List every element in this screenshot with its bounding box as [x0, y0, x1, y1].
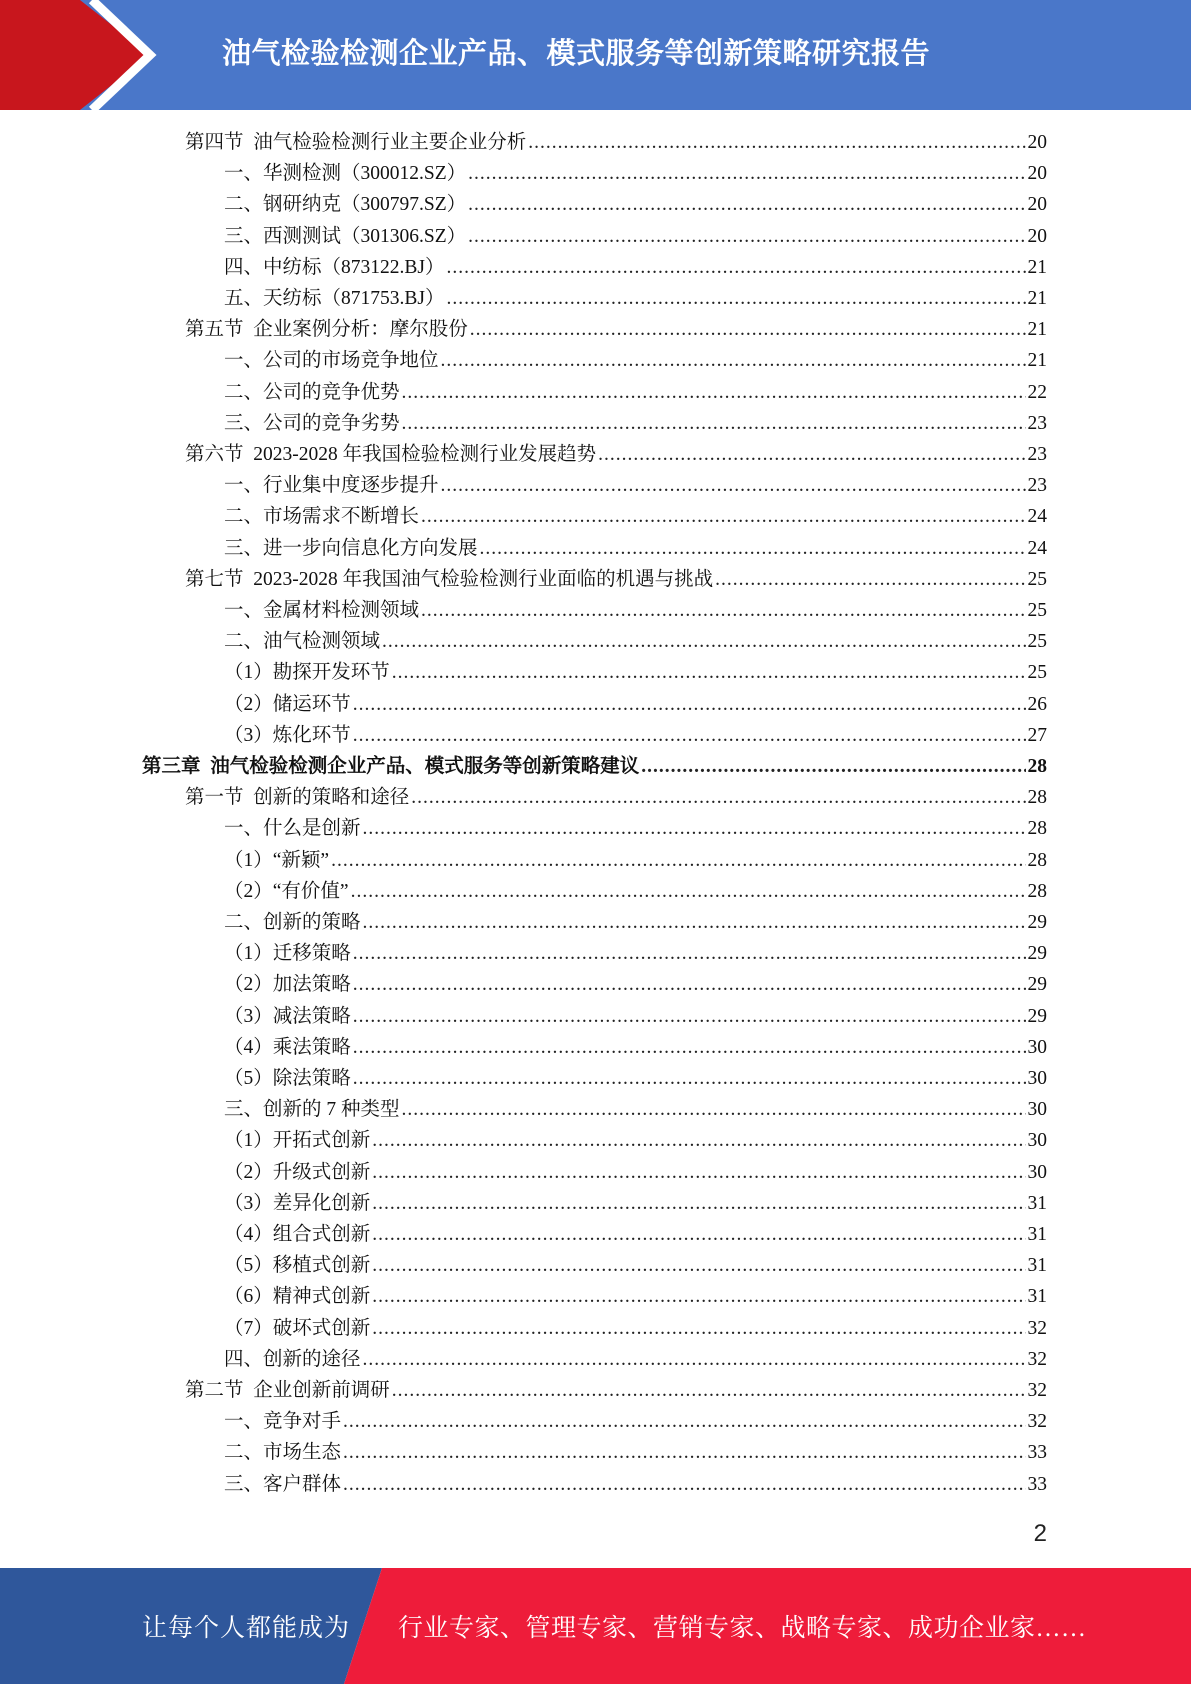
toc-entry-label: 一、竞争对手: [224, 1411, 342, 1433]
toc-entry[interactable]: [224, 689, 1047, 720]
toc-entry-page: 20: [1027, 163, 1047, 185]
toc-entry-page: 32: [1027, 1348, 1047, 1370]
toc-entry-label: （1）“新颖”: [224, 849, 330, 871]
toc-leader-dots: [468, 221, 1025, 252]
toc-leader-dots: [528, 127, 1025, 158]
toc-entry-label: （3）差异化创新: [224, 1192, 371, 1214]
toc-entry-page: 30: [1027, 1161, 1047, 1183]
toc-entry-label: 三、创新的 7 种类型: [224, 1099, 400, 1121]
toc-entry-page: 28: [1027, 849, 1047, 871]
toc-entry-page: 21: [1027, 319, 1047, 341]
toc-entry[interactable]: [224, 1157, 1047, 1188]
toc-entry-page: 28: [1027, 880, 1047, 902]
toc-entry[interactable]: [224, 1063, 1047, 1094]
toc-entry-label: 第四节 油气检验检测行业主要企业分析: [185, 132, 527, 153]
toc-entry[interactable]: [224, 283, 1047, 314]
toc-leader-dots: [353, 720, 1026, 751]
toc-entry-label: （1）勘探开发环节: [224, 662, 390, 684]
toc-leader-dots: [480, 533, 1026, 564]
toc-leader-dots: [351, 876, 1026, 907]
toc-entry-page: 31: [1027, 1224, 1047, 1245]
toc-leader-dots: [641, 751, 1025, 782]
toc-entry-page: 23: [1027, 444, 1047, 465]
toc-entry-label: 二、油气检测领域: [224, 631, 381, 653]
toc-entry[interactable]: [224, 813, 1047, 844]
toc-leader-dots: [343, 1469, 1025, 1500]
report-title: 油气检验检测企业产品、模式服务等创新策略研究报告: [222, 36, 931, 70]
toc-leader-dots: [331, 845, 1025, 876]
toc-leader-dots: [372, 1219, 1025, 1250]
toc-entry[interactable]: [224, 252, 1047, 283]
toc-entry-label: 一、行业集中度逐步提升: [224, 475, 439, 497]
toc-entry-label: （1）迁移策略: [224, 943, 351, 965]
toc-entry-page: 32: [1027, 1380, 1047, 1401]
toc-entry[interactable]: [224, 657, 1047, 688]
toc-entry-page: 25: [1027, 600, 1047, 621]
toc-leader-dots: [402, 408, 1026, 439]
toc-entry-page: 20: [1027, 225, 1047, 247]
toc-entry-page: 20: [1027, 194, 1047, 216]
toc-leader-dots: [343, 1406, 1025, 1437]
toc-leader-dots: [353, 1063, 1026, 1094]
toc-entry[interactable]: [185, 782, 1047, 813]
toc-entry[interactable]: [185, 1375, 1047, 1406]
toc-entry[interactable]: [224, 1437, 1047, 1468]
toc-leader-dots: [343, 1437, 1025, 1468]
toc-entry[interactable]: [224, 189, 1047, 220]
toc-entry-label: 三、西测测试（301306.SZ）: [224, 225, 467, 247]
toc-leader-dots: [402, 377, 1026, 408]
toc-leader-dots: [382, 626, 1025, 657]
toc-entry-page: 25: [1027, 568, 1047, 590]
toc-leader-dots: [392, 657, 1026, 688]
toc-leader-dots: [421, 501, 1025, 532]
toc-entry[interactable]: [224, 501, 1047, 532]
toc-entry-page: 30: [1027, 1130, 1047, 1152]
report-header: [0, 0, 1191, 110]
toc-leader-dots: [715, 564, 1025, 595]
toc-entry-page: 31: [1027, 1286, 1047, 1308]
toc-leader-dots: [353, 969, 1026, 1000]
toc-entry[interactable]: [224, 876, 1047, 907]
toc-entry-page: 28: [1027, 756, 1047, 777]
toc-entry-page: 32: [1027, 1317, 1047, 1339]
toc-entry-label: （2）加法策略: [224, 974, 351, 996]
toc-entry-label: 二、公司的竞争优势: [224, 381, 400, 403]
toc-entry[interactable]: [224, 1313, 1047, 1344]
toc-entry-page: 26: [1027, 693, 1047, 715]
toc-entry[interactable]: [224, 1094, 1047, 1125]
toc-entry-label: 第二节 企业创新前调研: [185, 1380, 390, 1401]
toc-leader-dots: [468, 158, 1025, 189]
toc-entry-page: 20: [1027, 132, 1047, 153]
toc-entry-page: 24: [1027, 537, 1047, 559]
toc-leader-dots: [372, 1188, 1025, 1219]
toc-entry-label: （2）“有价值”: [224, 880, 349, 902]
toc-entry-page: 23: [1027, 475, 1047, 497]
toc-entry-page: 30: [1027, 1099, 1047, 1121]
toc-entry-label: 三、公司的竞争劣势: [224, 412, 400, 434]
toc-leader-dots: [411, 782, 1025, 813]
toc-entry-label: 第五节 企业案例分析：摩尔股份: [185, 319, 468, 341]
toc-leader-dots: [372, 1125, 1025, 1156]
toc-entry-page: 28: [1027, 818, 1047, 840]
toc-entry[interactable]: [224, 1281, 1047, 1312]
toc-entry-page: 29: [1027, 943, 1047, 965]
toc-entry-label: 二、钢研纳克（300797.SZ）: [224, 194, 467, 216]
toc-entry-label: 第七节 2023-2028 年我国油气检验检测行业面临的机遇与挑战: [185, 568, 714, 590]
toc-entry-label: 二、创新的策略: [224, 912, 361, 933]
toc-leader-dots: [470, 314, 1026, 345]
toc-leader-dots: [468, 189, 1025, 220]
toc-entry-label: （2）升级式创新: [224, 1161, 371, 1183]
toc-leader-dots: [353, 1032, 1026, 1063]
toc-leader-dots: [372, 1157, 1025, 1188]
footer-slogan-left: 让每个人都能成为: [142, 1615, 351, 1642]
toc-entry-label: （7）破坏式创新: [224, 1317, 371, 1339]
page-number: 2: [1033, 1520, 1047, 1547]
toc-entry-label: （2）储运环节: [224, 693, 351, 715]
toc-entry[interactable]: [224, 1250, 1047, 1281]
report-footer: [0, 1568, 1191, 1684]
toc-entry-label: 二、市场需求不断增长: [224, 506, 420, 528]
toc-entry-label: 五、天纺标（871753.BJ）: [224, 288, 445, 309]
toc-entry[interactable]: [224, 1219, 1047, 1250]
toc-entry-page: 31: [1027, 1192, 1047, 1214]
toc-entry[interactable]: [224, 1001, 1047, 1032]
toc-leader-dots: [392, 1375, 1026, 1406]
toc-entry-label: 四、创新的途径: [224, 1348, 361, 1370]
toc-entry[interactable]: [224, 969, 1047, 1000]
toc-leader-dots: [446, 283, 1025, 314]
toc-entry-page: 24: [1027, 506, 1047, 528]
toc-entry-label: 四、中纺标（873122.BJ）: [224, 256, 445, 278]
toc-entry[interactable]: [224, 408, 1047, 439]
toc-entry-page: 25: [1027, 631, 1047, 653]
toc-entry-label: （3）减法策略: [224, 1005, 351, 1027]
toc-entry-page: 31: [1027, 1255, 1047, 1277]
toc-entry[interactable]: [224, 595, 1047, 626]
toc-leader-dots: [353, 938, 1026, 969]
toc-entry[interactable]: [224, 1469, 1047, 1500]
toc-entry[interactable]: [224, 1125, 1047, 1156]
toc-leader-dots: [363, 907, 1026, 938]
toc-entry-page: 29: [1027, 1005, 1047, 1027]
toc-entry-label: 第六节 2023-2028 年我国检验检测行业发展趋势: [185, 444, 597, 465]
toc-entry[interactable]: [224, 938, 1047, 969]
toc-entry-page: 32: [1027, 1411, 1047, 1433]
toc-entry-label: （6）精神式创新: [224, 1286, 371, 1308]
toc-leader-dots: [441, 470, 1026, 501]
toc-leader-dots: [363, 813, 1026, 844]
toc-entry-page: 21: [1027, 256, 1047, 278]
toc-entry-page: 33: [1027, 1442, 1047, 1464]
toc-leader-dots: [363, 1344, 1026, 1375]
toc-entry-page: 21: [1027, 288, 1047, 309]
toc-entry-label: （1）开拓式创新: [224, 1130, 371, 1152]
toc-entry-label: （3）炼化环节: [224, 724, 351, 746]
toc-entry[interactable]: [224, 626, 1047, 657]
toc-entry-label: 一、金属材料检测领域: [224, 600, 420, 621]
toc-entry[interactable]: [185, 564, 1047, 595]
toc-entry-page: 29: [1027, 974, 1047, 996]
toc-entry-label: 二、市场生态: [224, 1442, 342, 1464]
toc-entry-page: 21: [1027, 350, 1047, 372]
toc-entry[interactable]: [185, 314, 1047, 345]
toc-entry-page: 30: [1027, 1068, 1047, 1089]
toc-entry-label: （5）移植式创新: [224, 1255, 371, 1277]
toc-entry-label: （4）乘法策略: [224, 1036, 351, 1058]
toc-entry[interactable]: [224, 470, 1047, 501]
toc-entry[interactable]: [224, 720, 1047, 751]
toc-entry[interactable]: [224, 533, 1047, 564]
toc-entry[interactable]: [224, 345, 1047, 376]
toc-entry[interactable]: [224, 221, 1047, 252]
toc-leader-dots: [353, 1001, 1026, 1032]
toc-entry[interactable]: [142, 751, 1047, 782]
toc-entry[interactable]: [224, 1188, 1047, 1219]
toc-entry-label: 三、客户群体: [224, 1473, 342, 1495]
toc-leader-dots: [421, 595, 1025, 626]
toc-entry-page: 28: [1027, 787, 1047, 809]
toc-entry-page: 27: [1027, 724, 1047, 746]
toc-entry-label: 一、华测检测（300012.SZ）: [224, 163, 467, 185]
toc-leader-dots: [598, 439, 1025, 470]
toc-leader-dots: [441, 345, 1026, 376]
toc-entry-page: 29: [1027, 912, 1047, 933]
toc-leader-dots: [372, 1313, 1025, 1344]
footer-slogan-right: 行业专家、管理专家、营销专家、战略专家、成功企业家……: [398, 1615, 1087, 1642]
toc-entry-page: 30: [1027, 1036, 1047, 1058]
toc-entry-page: 23: [1027, 412, 1047, 434]
toc-entry-page: 33: [1027, 1473, 1047, 1495]
toc-entry[interactable]: [224, 158, 1047, 189]
toc-entry[interactable]: [224, 377, 1047, 408]
toc-entry-label: （4）组合式创新: [224, 1224, 371, 1245]
toc-entry-label: （5）除法策略: [224, 1068, 351, 1089]
toc-entry[interactable]: [185, 439, 1047, 470]
toc-entry[interactable]: [224, 1032, 1047, 1063]
toc-entry[interactable]: [224, 907, 1047, 938]
toc-entry-label: 第一节 创新的策略和途径: [185, 787, 410, 809]
toc-leader-dots: [402, 1094, 1026, 1125]
toc-entry-label: 第三章 油气检验检测企业产品、模式服务等创新策略建议: [142, 756, 640, 777]
toc-leader-dots: [446, 252, 1025, 283]
toc-entry[interactable]: [224, 1406, 1047, 1437]
toc-entry[interactable]: [185, 127, 1047, 158]
toc-leader-dots: [372, 1250, 1025, 1281]
toc-leader-dots: [372, 1281, 1025, 1312]
toc-entry-page: 25: [1027, 662, 1047, 684]
toc-entry-label: 一、什么是创新: [224, 818, 361, 840]
toc-entry-page: 22: [1027, 381, 1047, 403]
toc-entry[interactable]: [224, 845, 1047, 876]
toc-entry[interactable]: [224, 1344, 1047, 1375]
toc-entry-label: 一、公司的市场竞争地位: [224, 350, 439, 372]
toc-entry-label: 三、进一步向信息化方向发展: [224, 537, 478, 559]
toc-leader-dots: [353, 689, 1026, 720]
